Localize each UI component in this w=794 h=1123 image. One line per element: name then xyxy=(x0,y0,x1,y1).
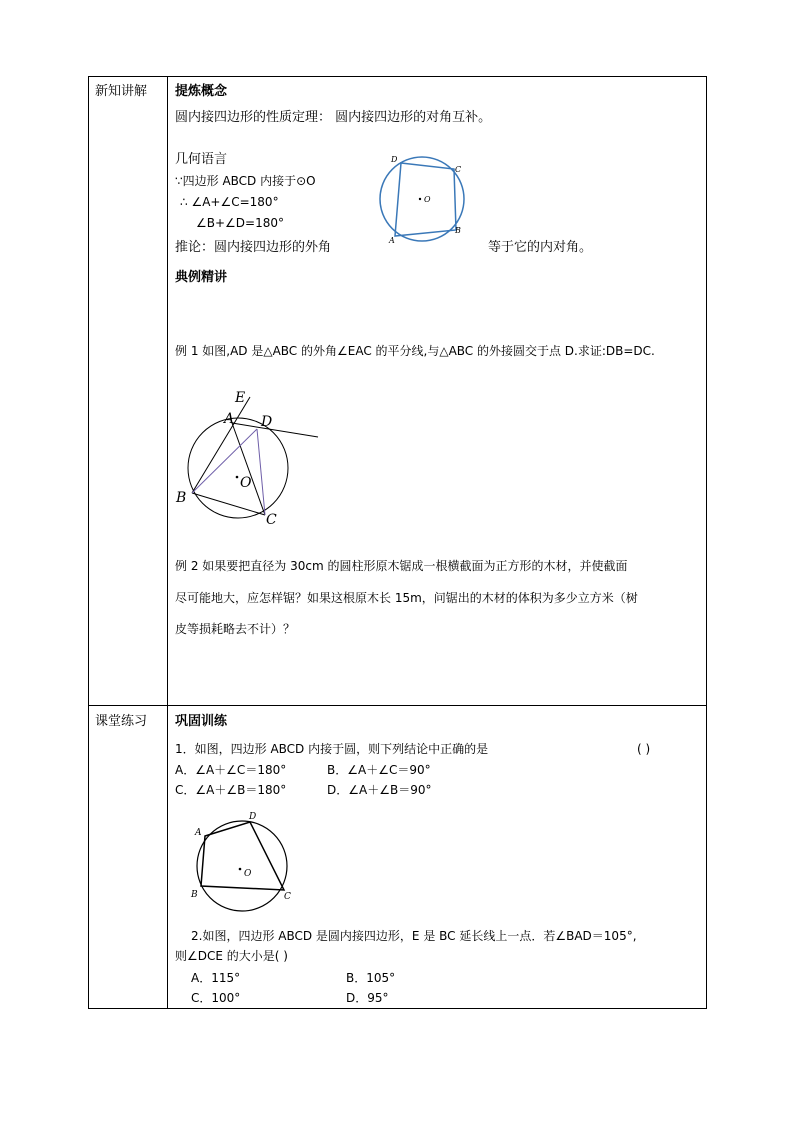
fig3-label-C: C xyxy=(284,892,291,902)
therefore-statement-2: ∠B+∠D=180° xyxy=(196,216,285,230)
figure-cyclic-quadrilateral-1 xyxy=(370,150,480,245)
corollary-text-a: 推论：圆内接四边形的外角 xyxy=(175,240,332,255)
question-2-option-B: B．105° xyxy=(346,971,396,985)
fig3-label-O: O xyxy=(244,869,252,879)
theorem-text: 圆内接四边形的性质定理： 圆内接四边形的对角互补。 xyxy=(175,110,492,125)
fig2-center-dot xyxy=(236,476,239,479)
question-1-option-B: B．∠A＋∠C＝90° xyxy=(327,763,431,777)
fig3-label-A: A xyxy=(195,828,202,838)
question-2-option-D: D．95° xyxy=(346,991,389,1005)
fig3-center-dot xyxy=(239,868,242,871)
geometry-language-label: 几何语言 xyxy=(175,152,228,167)
figure-example-1 xyxy=(170,385,330,530)
therefore-statement-1: ∴ ∠A+∠C=180° xyxy=(180,195,279,209)
question-2-line-2: 则∠DCE 的大小是( ) xyxy=(175,949,288,963)
example-2-line-1: 例 2 如果要把直径为 30cm 的圆柱形原木锯成一根横截面为正方形的木材，并使截面 xyxy=(175,559,628,573)
table-border-left xyxy=(88,76,89,1009)
question-1-option-C: C．∠A＋∠B＝180° xyxy=(175,783,287,797)
question-2-option-C: C．100° xyxy=(191,991,241,1005)
question-1-answer-paren: ( ) xyxy=(637,742,651,756)
examples-heading: 典例精讲 xyxy=(175,270,228,285)
practice-heading: 巩固训练 xyxy=(175,714,228,729)
question-1-text: 1．如图，四边形 ABCD 内接于圆，则下列结论中正确的是 xyxy=(175,742,489,756)
since-statement: ∵四边形 ABCD 内接于⊙O xyxy=(175,174,316,188)
fig1-circle xyxy=(380,157,464,241)
table-border-right xyxy=(706,76,707,1009)
fig2-label-O: O xyxy=(240,475,252,491)
table-border-top xyxy=(88,76,707,77)
fig1-label-O: O xyxy=(424,195,431,204)
fig2-label-A: A xyxy=(224,411,235,427)
fig1-label-D: D xyxy=(391,155,398,164)
table-border-mid xyxy=(88,705,707,706)
fig1-label-A: A xyxy=(389,236,395,245)
figure-question-1 xyxy=(188,808,298,903)
fig2-label-B: B xyxy=(176,490,187,506)
fig1-label-B: B xyxy=(455,226,461,235)
question-1-option-D: D．∠A＋∠B＝90° xyxy=(327,783,432,797)
section-label-new-knowledge: 新知讲解 xyxy=(95,84,148,99)
example-2-line-3: 皮等损耗略去不计）？ xyxy=(175,622,296,636)
question-2-line-1: 2.如图，四边形 ABCD 是圆内接四边形，E 是 BC 延长线上一点．若∠BAD＝105°, xyxy=(191,929,637,943)
fig1-label-C: C xyxy=(455,165,462,174)
fig2-label-E: E xyxy=(235,390,246,406)
table-border-bottom xyxy=(88,1008,707,1009)
fig2-circle xyxy=(188,418,288,518)
fig2-label-C: C xyxy=(266,512,277,528)
fig1-center-dot xyxy=(419,198,421,200)
fig2-label-D: D xyxy=(261,414,273,430)
example-1-text: 例 1 如图,AD 是△ABC 的外角∠EAC 的平分线,与△ABC 的外接圆交于点 D.求证:DB=DC. xyxy=(175,344,655,358)
fig2-line-DC xyxy=(257,429,265,515)
concept-heading: 提炼概念 xyxy=(175,84,228,99)
corollary-text-b: 等于它的内对角。 xyxy=(488,240,593,255)
question-1-option-A: A．∠A＋∠C＝180° xyxy=(175,763,287,777)
example-2-line-2: 尽可能地大，应怎样锯？如果这根原木长 15m，问锯出的木材的体积为多少立方米（树 xyxy=(175,591,638,605)
section-label-practice: 课堂练习 xyxy=(95,714,148,729)
fig3-label-D: D xyxy=(249,812,257,822)
fig3-label-B: B xyxy=(191,890,198,900)
table-col-divider xyxy=(167,76,168,1009)
question-2-option-A: A．115° xyxy=(191,971,241,985)
